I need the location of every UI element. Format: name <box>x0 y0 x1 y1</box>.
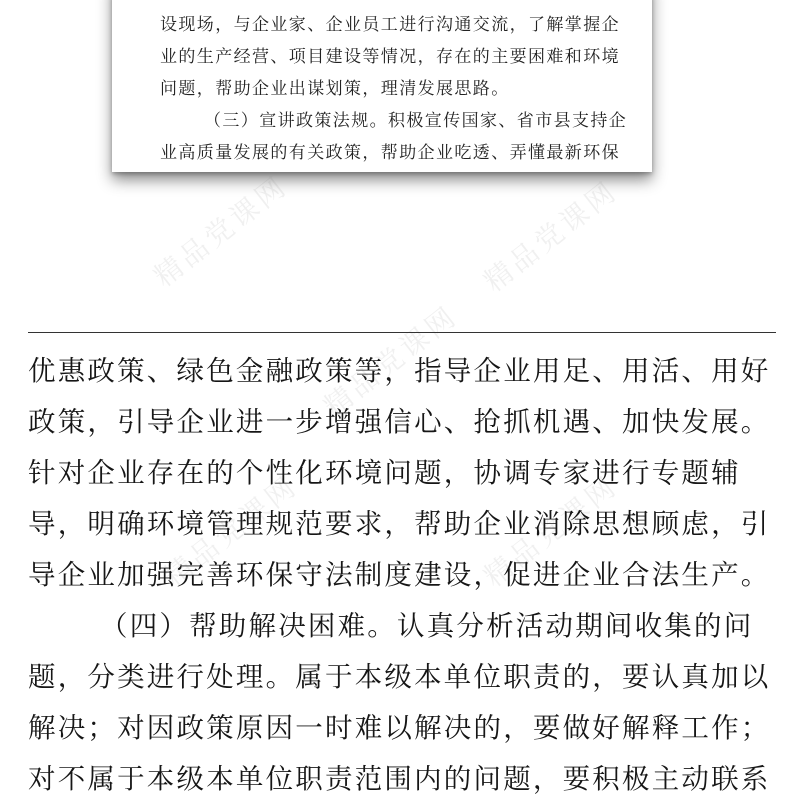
document-preview-card <box>112 0 652 172</box>
body-text-line: 政策，引导企业进一步增强信心、抢抓机遇、加快发展。 <box>28 406 771 438</box>
body-text-line: 针对企业存在的个性化环境问题，协调专家进行专题辅 <box>28 457 741 489</box>
body-text-line: （四）帮助解决困难。认真分析活动期间收集的问 <box>100 610 754 642</box>
body-text-line: 题，分类进行处理。属于本级本单位职责的，要认真加以 <box>28 661 771 693</box>
preview-line <box>204 0 609 1</box>
watermark: 精品党课网 <box>317 298 465 424</box>
preview-line: 问题，帮助企业出谋划策，理清发展思路。 <box>160 79 510 99</box>
watermark: 精品党课网 <box>157 468 305 594</box>
body-text-line: 解决；对因政策原因一时难以解决的，要做好解释工作； <box>28 712 771 744</box>
preview-line: （三）宣讲政策法规。积极宣传国家、省市县支持企 <box>204 111 628 131</box>
preview-line: 设现场，与企业家、企业员工进行沟通交流，了解掌握企 <box>160 15 620 35</box>
preview-line: 业的生产经营、项目建设等情况，存在的主要困难和环境 <box>160 47 620 67</box>
watermark: 精品党课网 <box>147 168 295 294</box>
page-divider <box>28 332 776 333</box>
preview-line: 业高质量发展的有关政策，帮助企业吃透、弄懂最新环保 <box>160 143 620 163</box>
body-text-line: 优惠政策、绿色金融政策等，指导企业用足、用活、用好 <box>28 355 771 387</box>
watermark: 精品党课网 <box>477 468 625 594</box>
body-text-line: 导企业加强完善环保守法制度建设，促进企业合法生产。 <box>28 559 771 591</box>
body-text-line: 导，明确环境管理规范要求，帮助企业消除思想顾虑，引 <box>28 508 771 540</box>
watermark: 精品党课网 <box>477 173 625 299</box>
body-text-line: 对不属于本级本单位职责范围内的问题，要积极主动联系 <box>28 763 771 795</box>
